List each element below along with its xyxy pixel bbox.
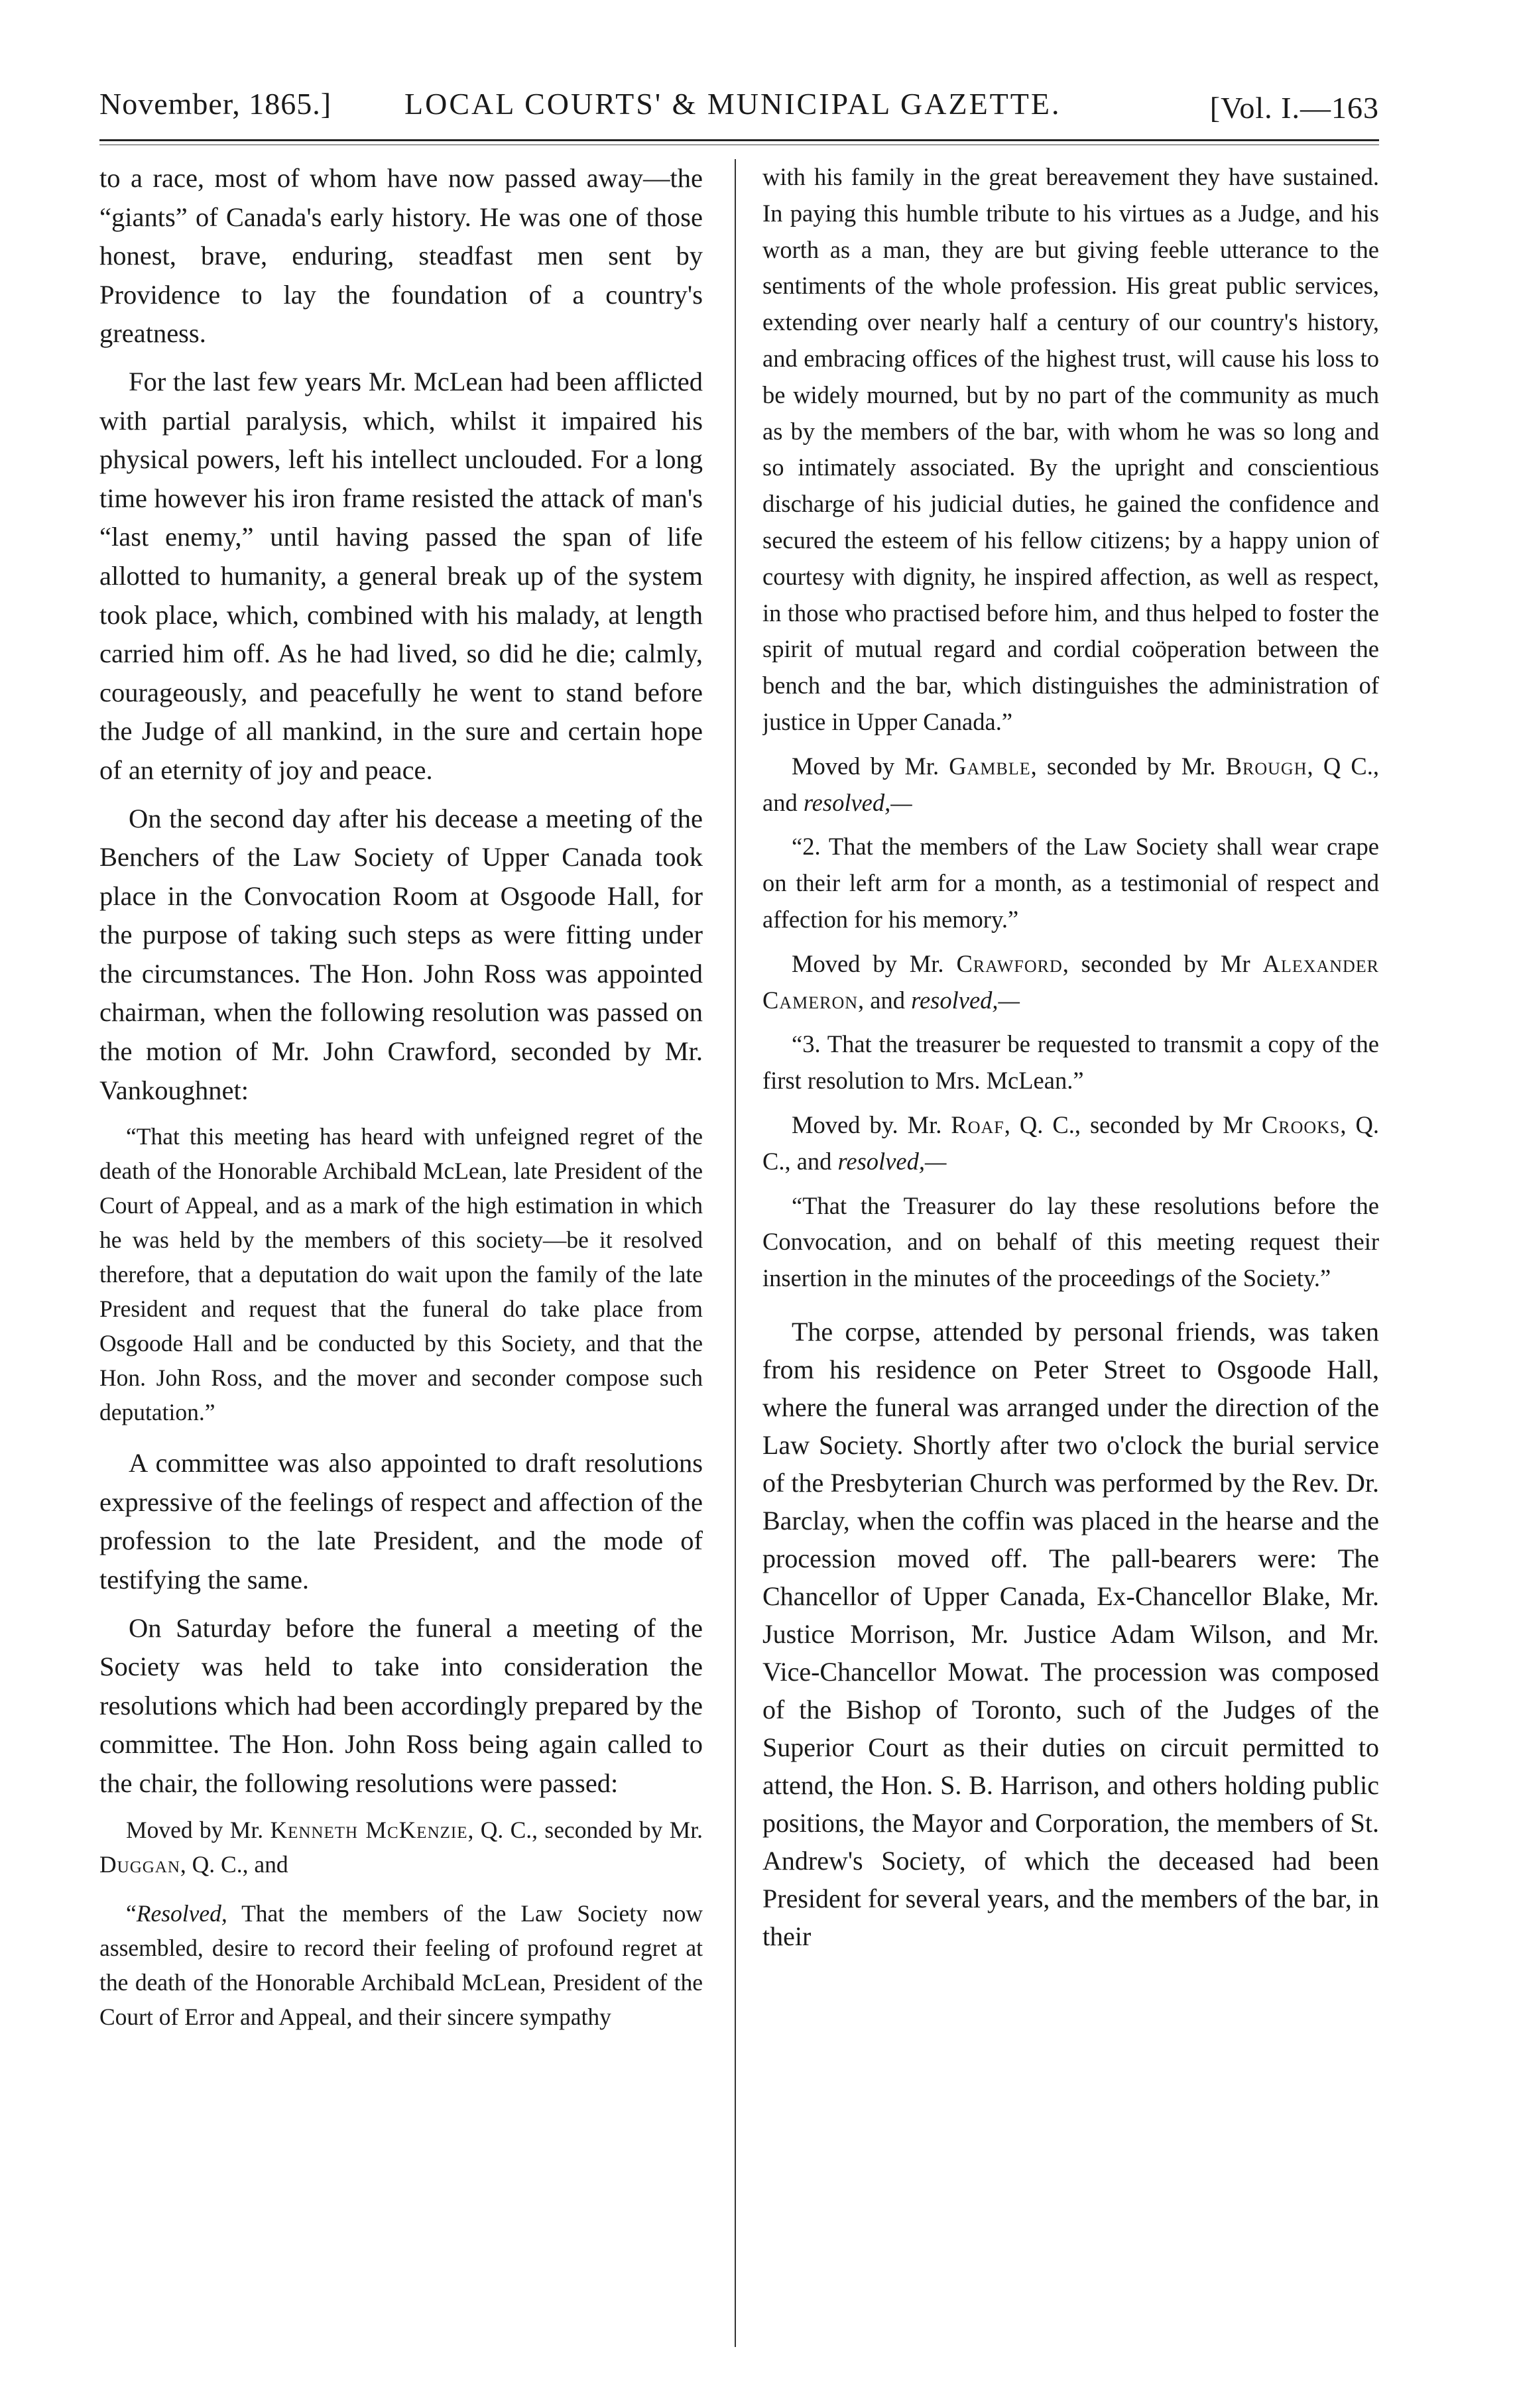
motion-text: Moved by. Mr. bbox=[792, 1111, 951, 1138]
mover-name: Crawford bbox=[956, 949, 1063, 977]
motion-text: Moved by Mr. bbox=[126, 1816, 271, 1843]
motion-text: Moved by Mr. bbox=[792, 752, 949, 780]
motion-line bbox=[762, 1107, 1379, 1180]
seconder-name: Duggan bbox=[99, 1850, 180, 1878]
motion-text: , and bbox=[858, 986, 912, 1014]
paragraph: to a race, most of whom have now passed away—the “giants” of Canada's early history. He was one of those honest, brave, enduring, steadfast men sent by Providence to lay the foundation of a country's greatness. bbox=[99, 163, 703, 349]
motion-text: , seconded by Mr. bbox=[1030, 752, 1226, 780]
paragraph: On the second day after his decease a meeting of the Benchers of the Law Society of Upper Canada took place in the Convocation Room at Osgoode Hall, for the purpose of taking such steps as were fitting under the circumstances. The Hon. John Ross was appointed chairman, when the following resolution was passed on the motion of Mr. John Crawford, seconded by Mr. Vankoughnet: bbox=[99, 803, 703, 1105]
motion-line bbox=[762, 749, 1379, 821]
page-header bbox=[99, 80, 1379, 133]
motion-line bbox=[762, 946, 1379, 1019]
motion-text: , Q. C., and bbox=[180, 1850, 288, 1878]
paragraph: For the last few years Mr. McLean had been afflicted with partial paralysis, which, whilst it impaired his physical powers, left his intellect unclouded. For a long time however his iron frame resisted the attack of man's “last enemy,” until having passed the span of life allotted to humanity, a general break up of the system took place, which, combined with his malady, at length carried him off. As he had lived, so did he die; calmly, courageously, and peacefully he went to stand before the Judge of all mankind, in the sure and certain hope of an eternity of joy and peace. bbox=[99, 366, 703, 785]
resolution-quote: “2. That the members of the Law Society shall wear crape on their left arm for a month, as a testimonial of respect and affection for his memory.” bbox=[762, 833, 1379, 933]
column-divider bbox=[735, 159, 736, 2347]
quote-mark: “ bbox=[126, 1899, 137, 1927]
gazette-page bbox=[99, 80, 1379, 2360]
header-rule bbox=[99, 139, 1379, 141]
motion-text: , Q C., and bbox=[762, 752, 1379, 816]
mover-name: Kenneth McKenzie bbox=[270, 1816, 468, 1843]
motion-text: Moved by Mr. bbox=[792, 949, 957, 977]
motion-text: , Q. C., seconded by Mr. bbox=[467, 1816, 703, 1843]
resolution-quote: “That the Treasurer do lay these resolutions before the Convocation, and on behalf of this meeting request their insertion in the minutes of the proceedings of the Society.” bbox=[762, 1191, 1379, 1292]
motion-text: , Q. C., and bbox=[762, 1111, 1379, 1175]
motion-text: , Q. C., seconded by Mr bbox=[1004, 1111, 1262, 1138]
resolution-continuation: with his family in the great bereavement they have sustained. In paying this humble tribute to his virtues as a Judge, and his worth as a man, they are but giving feeble utterance to the sentiments of the whole profession. His great public services, extending over nearly half a century of our country's history, and embracing offices of the highest trust, will cause his loss to be widely mourned, but by no part of the community as much as by the members of the bar, with whom he was so long and so intimately associated. By the upright and conscientious discharge of his judicial duties, he gained the confidence and secured the esteem of his fellow citizens; by a happy union of courtesy with dignity, he inspired affection, as well as respect, in those who practised before him, and thus helped to foster the spirit of mutual regard and cordial coöperation between the bench and the bar, which distinguishes the administration of justice in Upper Canada.” bbox=[762, 163, 1379, 735]
header-volume: [Vol. I.—163 bbox=[1209, 91, 1379, 125]
resolution-quote: “3. That the treasurer be requested to transmit a copy of the first resolution to Mrs. McLean.” bbox=[762, 1030, 1379, 1095]
resolution-text: That the members of the Law Society now assembled, desire to record their feeling of profound regret at the death of the Honorable Archibald McLean, President of the Court of Error and Appeal, and their sincere sympathy bbox=[99, 1899, 703, 2030]
mover-name: Roaf bbox=[951, 1111, 1004, 1138]
paragraph: The corpse, attended by personal friends, was taken from his residence on Peter Street to Osgoode Hall, where the funeral was arranged under the direction of the Law Society. Shortly after two o'clock the burial service of the Presbyterian Church was performed by the Rev. Dr. Barclay, when the coffin was placed in the hearse and the procession moved off. The pall-bearers were: The Chancellor of Upper Canada, Ex-Chancellor Blake, Mr. Justice Morrison, Mr. Justice Adam Wilson, and Mr. Vice-Chancellor Mowat. The procession was composed of the Bishop of Toronto, such of the Judges of the Superior Court as their duties on circuit permitted to attend, the Hon. S. B. Harrison, and others holding public positions, the Mayor and Corporation, the members of St. Andrew's Society, of which the deceased had been President for several years, and the members of the bar, in their bbox=[762, 1316, 1379, 1951]
motion-text: , seconded by Mr bbox=[1062, 949, 1263, 977]
resolved-word: resolved,— bbox=[803, 788, 912, 816]
header-date: November, 1865.] bbox=[99, 87, 332, 121]
seconder-name: Brough bbox=[1225, 752, 1307, 780]
resolved-word: resolved,— bbox=[837, 1147, 947, 1175]
resolved-word: Resolved, bbox=[136, 1899, 227, 1927]
seconder-name: Crooks bbox=[1261, 1111, 1341, 1138]
motion-line bbox=[99, 1813, 703, 1882]
resolution-quote bbox=[99, 1896, 703, 2034]
paragraph: A committee was also appointed to draft resolutions expressive of the feelings of respect and affection of the profession to the late President, and the mode of testifying the same. bbox=[99, 1448, 703, 1595]
mover-name: Gamble bbox=[949, 752, 1031, 780]
resolution-quote: “That this meeting has heard with unfeigned regret of the death of the Honorable Archibald McLean, late President of the Court of Appeal, and as a mark of the high estimation in which he was held by the members of this society—be it resolved therefore, that a deputation do wait upon the family of the late President and request that the funeral do take place from Osgoode Hall and be conducted by this Society, and that the Hon. John Ross, and the mover and seconder compose such deputation.” bbox=[99, 1123, 703, 1426]
seconder-name: Alexander Cameron bbox=[762, 949, 1379, 1014]
right-column bbox=[762, 159, 1379, 2347]
resolved-word: resolved,— bbox=[911, 986, 1020, 1014]
left-column bbox=[99, 159, 703, 2347]
paragraph: On Saturday before the funeral a meeting of the Society was held to take into consideration the resolutions which had been accordingly prepared by the committee. The Hon. John Ross being again called to the chair, the following resolutions were passed: bbox=[99, 1612, 703, 1798]
header-title: LOCAL COURTS' & MUNICIPAL GAZETTE. bbox=[404, 87, 1061, 121]
